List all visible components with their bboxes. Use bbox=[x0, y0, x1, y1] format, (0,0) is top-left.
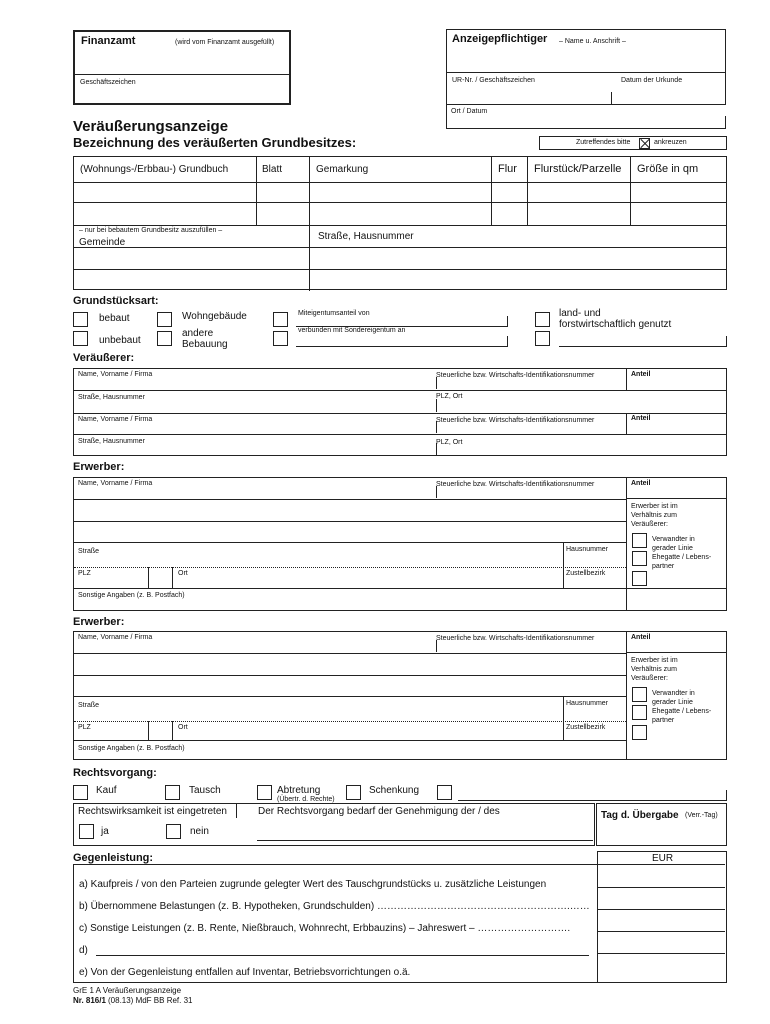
erwerber1-verh-1: Erwerber ist im bbox=[631, 503, 678, 510]
bebaut-checkbox[interactable] bbox=[73, 312, 88, 327]
andere-bebauung-checkbox[interactable] bbox=[157, 331, 172, 346]
footer-formnr: Nr. 816/1 bbox=[73, 996, 106, 1005]
erwerber2-table: Name, Vorname / Firma Steuerliche bzw. Wirtschafts-Identifikationsnummer Anteil Erwerber ist im Verhältnis zum Veräußerer: Verwandter in gerader Linie Ehegatte / Lebens- partner Straße Hausnummer PLZ Ort Zustellbezirk Sonstige Angaben (z. B. Postfach) bbox=[73, 631, 727, 760]
forst-label: forstwirtschaftlich genutzt bbox=[559, 319, 672, 330]
unbebaut-checkbox[interactable] bbox=[73, 331, 88, 346]
abtretung-checkbox[interactable] bbox=[257, 785, 272, 800]
veraeusserer2-plz-label: PLZ, Ort bbox=[436, 439, 463, 446]
finanzamt-note: (wird vom Finanzamt ausgefüllt) bbox=[175, 39, 275, 46]
eur-label: EUR bbox=[652, 853, 674, 864]
page-subtitle: Bezeichnung des veräußerten Grundbesitzes: bbox=[73, 135, 357, 150]
miteigentum-checkbox[interactable] bbox=[273, 312, 288, 327]
gegenleistung-title: Gegenleistung: bbox=[73, 852, 154, 864]
erwerber1-verwandter-checkbox[interactable] bbox=[632, 533, 647, 548]
gegenleistung-b: b) Übernommene Belastungen (z. B. Hypotheken, Grundschulden) ………………………………………………….…… bbox=[79, 901, 590, 912]
erwerber1-ort-label: Ort bbox=[178, 570, 188, 577]
erwerber2-verwandter-checkbox[interactable] bbox=[632, 687, 647, 702]
erwerber2-strasse-label: Straße bbox=[78, 702, 100, 709]
ur-nr-label: UR-Nr. / Geschäftszeichen bbox=[452, 77, 535, 84]
ort-datum-label: Ort / Datum bbox=[451, 108, 488, 115]
footer-ref: (08.13) MdF BB Ref. 31 bbox=[108, 996, 193, 1005]
cross-icon bbox=[639, 138, 650, 149]
gegenleistung-e: e) Von der Gegenleistung entfallen auf Inventar, Betriebsvorrichtungen o.ä. bbox=[79, 967, 411, 978]
uebergabe-label: Tag d. Übergabe bbox=[601, 810, 679, 821]
col-grundbuch: (Wohnungs-/Erbbau-) Grundbuch bbox=[80, 164, 229, 175]
gegenleistung-a: a) Kaufpreis / von den Parteien zugrunde gelegter Wert des Tauschgrundstücks u. zusätzliche Leistungen bbox=[79, 879, 547, 890]
erwerber1-sonstiges-checkbox[interactable] bbox=[632, 571, 647, 586]
rechtsvorgang-title: Rechtsvorgang: bbox=[73, 767, 157, 779]
anzeigepflichtiger-field[interactable] bbox=[449, 48, 723, 72]
land-label: land- und bbox=[559, 308, 601, 319]
uebergabe-sub: (Verr.-Tag) bbox=[685, 812, 718, 819]
datum-urkunde-label: Datum der Urkunde bbox=[621, 77, 683, 84]
ja-label: ja bbox=[101, 826, 109, 837]
anzeigepflichtiger-box bbox=[446, 29, 726, 105]
veraeusserer1-strasse-label: Straße, Hausnummer bbox=[78, 394, 145, 401]
veraeusserer1-anteil-label: Anteil bbox=[631, 371, 651, 378]
erwerber1-hausnummer-label: Hausnummer bbox=[566, 546, 609, 553]
col-groesse: Größe in qm bbox=[637, 163, 699, 175]
erwerber1-strasse-label: Straße bbox=[78, 548, 100, 555]
kauf-label: Kauf bbox=[96, 785, 117, 796]
gemeinde-label: Gemeinde bbox=[79, 237, 126, 248]
ankreuzen-hint: Zutreffendes bitte ankreuzen bbox=[539, 136, 727, 150]
tausch-checkbox[interactable] bbox=[165, 785, 180, 800]
veraeusserer-title: Veräußerer: bbox=[73, 352, 135, 364]
sonstige-grundstuecksart-checkbox[interactable] bbox=[535, 331, 550, 346]
strasse-hausnummer-label: Straße, Hausnummer bbox=[318, 231, 414, 242]
erwerber1-steuer-label: Steuerliche bzw. Wirtschafts-Identifikationsnummer bbox=[436, 481, 595, 488]
genehmigung-label: Der Rechtsvorgang bedarf der Genehmigung der / des bbox=[258, 806, 500, 817]
land-forst-checkbox[interactable] bbox=[535, 312, 550, 327]
anzeigepflichtiger-subtitle: – Name u. Anschrift – bbox=[559, 38, 626, 45]
finanzamt-box bbox=[73, 30, 291, 105]
nein-checkbox[interactable] bbox=[166, 824, 181, 839]
erwerber2-name-label: Name, Vorname / Firma bbox=[78, 634, 153, 641]
veraeusserer1-name-label: Name, Vorname / Firma bbox=[78, 371, 153, 378]
veraeusserer2-strasse-label: Straße, Hausnummer bbox=[78, 438, 145, 445]
nein-label: nein bbox=[190, 826, 209, 837]
sondereigentum-label: verbunden mit Sondereigentum an bbox=[298, 327, 406, 334]
schenkung-label: Schenkung bbox=[369, 785, 420, 796]
gegenleistung-c: c) Sonstige Leistungen (z. B. Rente, Nießbrauch, Wohnrecht, Erbbauzins) – Jahreswert – ………………………. bbox=[79, 923, 571, 934]
sonstiger-rechtsvorgang-checkbox[interactable] bbox=[437, 785, 452, 800]
erwerber1-name-label: Name, Vorname / Firma bbox=[78, 480, 153, 487]
finanzamt-title: Finanzamt bbox=[81, 35, 136, 47]
veraeusserer2-anteil-label: Anteil bbox=[631, 415, 651, 422]
erwerber1-anteil-label: Anteil bbox=[631, 480, 651, 487]
abtretung-label: Abtretung bbox=[277, 785, 321, 796]
schenkung-checkbox[interactable] bbox=[346, 785, 361, 800]
ja-checkbox[interactable] bbox=[79, 824, 94, 839]
gegenleistung-d: d) bbox=[79, 945, 88, 956]
veraeusserer1-plz-label: PLZ, Ort bbox=[436, 393, 463, 400]
erwerber2-sonstige-label: Sonstige Angaben (z. B. Postfach) bbox=[78, 745, 185, 752]
unbebaut-label: unbebaut bbox=[99, 335, 141, 346]
grundbesitz-table bbox=[73, 156, 727, 290]
wohngebaeude-checkbox[interactable] bbox=[157, 312, 172, 327]
abtretung-sub: (Übertr. d. Rechte) bbox=[277, 796, 335, 803]
miteigentum-label: Miteigentumsanteil von bbox=[298, 310, 370, 317]
erwerber2-title: Erwerber: bbox=[73, 616, 125, 628]
col-blatt: Blatt bbox=[262, 164, 283, 175]
tausch-label: Tausch bbox=[189, 785, 221, 796]
grundstuecksart-title: Grundstücksart: bbox=[73, 295, 159, 307]
eur-column bbox=[597, 851, 727, 983]
uebergabe-field[interactable] bbox=[599, 826, 723, 843]
erwerber1-plz-label: PLZ bbox=[78, 570, 91, 577]
uebergabe-box bbox=[596, 803, 727, 846]
bebauung-label: Bebauung bbox=[182, 339, 228, 350]
finanzamt-geschaeftszeichen-field[interactable] bbox=[77, 88, 287, 102]
erwerber1-verh-3: Veräußerer: bbox=[631, 521, 668, 528]
erwerber2-verh-3: Veräußerer: bbox=[631, 675, 668, 682]
wohngebaeude-label: Wohngebäude bbox=[182, 311, 247, 322]
erwerber1-zustell-label: Zustellbezirk bbox=[566, 570, 606, 577]
sondereigentum-checkbox[interactable] bbox=[273, 331, 288, 346]
veraeusserer1-steuer-label: Steuerliche bzw. Wirtschafts-Identifikationsnummer bbox=[436, 372, 595, 379]
gemeinde-note: – nur bei bebautem Grundbesitz auszufüllen – bbox=[79, 227, 223, 234]
col-gemarkung: Gemarkung bbox=[316, 164, 369, 175]
erwerber1-ehegatte-checkbox[interactable] bbox=[632, 551, 647, 566]
erwerber2-ort-label: Ort bbox=[178, 724, 188, 731]
erwerber1-sonstige-label: Sonstige Angaben (z. B. Postfach) bbox=[78, 592, 185, 599]
erwerber2-hausnummer-label: Hausnummer bbox=[566, 700, 609, 707]
wirksamkeit-box bbox=[73, 803, 595, 846]
wirksamkeit-label: Rechtswirksamkeit ist eingetreten bbox=[78, 806, 227, 817]
veraeusserer2-steuer-label: Steuerliche bzw. Wirtschafts-Identifikationsnummer bbox=[436, 417, 595, 424]
bebaut-label: bebaut bbox=[99, 313, 130, 324]
erwerber2-ehegatte-checkbox[interactable] bbox=[632, 705, 647, 720]
col-flurstueck: Flurstück/Parzelle bbox=[534, 163, 622, 175]
anzeigepflichtiger-title: Anzeigepflichtiger bbox=[452, 33, 548, 45]
erwerber2-verh-2: Verhältnis zum bbox=[631, 666, 677, 673]
finanzamt-geschaeftszeichen: Geschäftszeichen bbox=[80, 79, 136, 86]
veraeusserer2-name-label: Name, Vorname / Firma bbox=[78, 416, 153, 423]
page-title: Veräußerungsanzeige bbox=[73, 118, 229, 135]
erwerber1-title: Erwerber: bbox=[73, 461, 125, 473]
erwerber1-verh-2: Verhältnis zum bbox=[631, 512, 677, 519]
andere-label: andere bbox=[182, 328, 214, 339]
veraeusserer-table bbox=[73, 368, 727, 456]
erwerber2-zustell-label: Zustellbezirk bbox=[566, 724, 606, 731]
erwerber1-table: Name, Vorname / Firma Steuerliche bzw. Wirtschafts-Identifikationsnummer Anteil Erwerber ist im Verhältnis zum Veräußerer: Verwandter in gerader Linie Ehegatte / Lebens- partner Straße Hausnummer PLZ Ort Zustellbezirk Sonstige Angaben (z. B. Postfach) bbox=[73, 477, 727, 611]
erwerber2-plz-label: PLZ bbox=[78, 724, 91, 731]
erwerber2-anteil-label: Anteil bbox=[631, 634, 651, 641]
col-flur: Flur bbox=[498, 163, 517, 175]
erwerber2-sonstiges-checkbox[interactable] bbox=[632, 725, 647, 740]
erwerber2-steuer-label: Steuerliche bzw. Wirtschafts-Identifikationsnummer bbox=[436, 635, 595, 642]
footer-line1: GrE 1 A Veräußerungsanzeige bbox=[73, 986, 182, 995]
kauf-checkbox[interactable] bbox=[73, 785, 88, 800]
erwerber2-verh-1: Erwerber ist im bbox=[631, 657, 678, 664]
